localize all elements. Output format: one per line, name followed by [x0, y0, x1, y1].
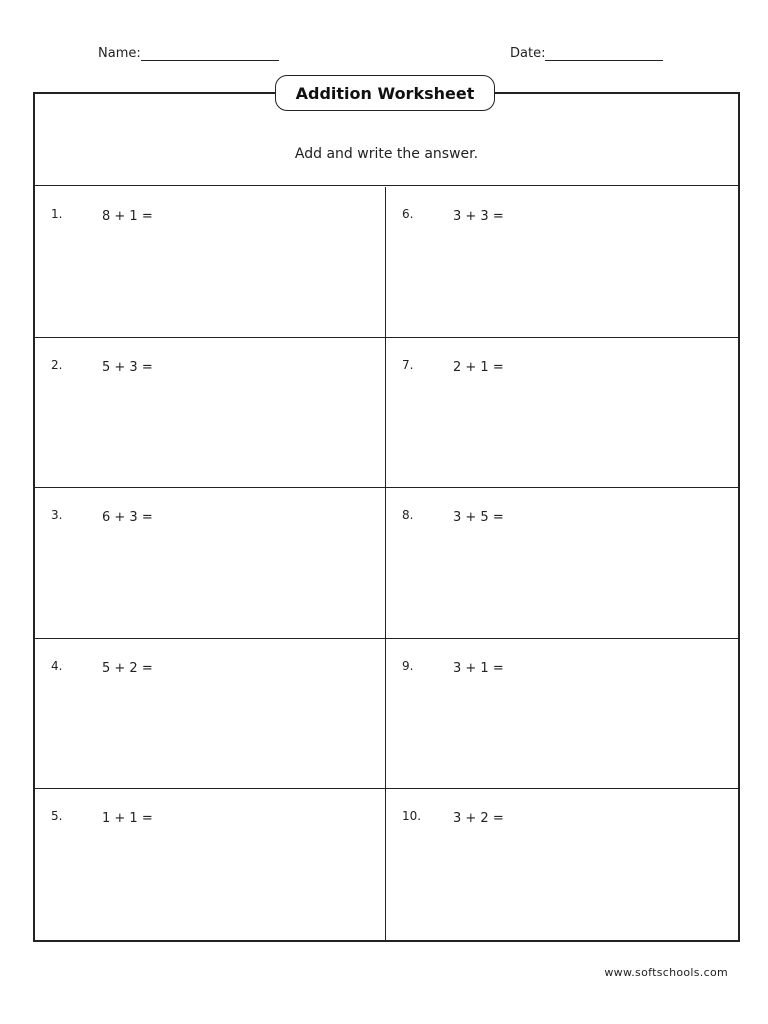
- problem-number: 7.: [402, 357, 414, 372]
- problem-grid: [35, 187, 738, 940]
- problem-expression: 3 + 5 =: [453, 510, 504, 526]
- problem-expression: 3 + 1 =: [453, 660, 504, 676]
- problem-expression: 6 + 3 =: [102, 510, 153, 526]
- problem-expression: 3 + 3 =: [453, 209, 504, 224]
- worksheet-frame: [33, 92, 740, 942]
- problem-expression: 3 + 2 =: [453, 811, 504, 827]
- problem-cell: [386, 187, 738, 338]
- problem-number: 6.: [402, 207, 414, 221]
- problem-number: 8.: [402, 508, 414, 523]
- problem-number: 5.: [51, 809, 63, 824]
- problem-number: 9.: [402, 658, 414, 673]
- name-blank-line: [141, 46, 279, 61]
- problem-cell: [35, 187, 386, 338]
- problem-cell: [35, 488, 386, 639]
- problem-expression: 5 + 3 =: [102, 359, 153, 375]
- problem-cell: [386, 338, 738, 489]
- problem-cell: [386, 488, 738, 639]
- problem-number: 2.: [51, 357, 63, 372]
- problem-expression: 2 + 1 =: [453, 359, 504, 375]
- problem-expression: 5 + 2 =: [102, 660, 153, 676]
- problem-cell: [35, 338, 386, 489]
- problem-number: 3.: [51, 508, 63, 523]
- footer-url: www.softschools.com: [604, 966, 728, 979]
- name-label: Name:: [98, 46, 141, 61]
- problem-cell: [386, 639, 738, 790]
- problem-number: 10.: [402, 809, 422, 824]
- problem-cell: [386, 789, 738, 940]
- problem-cell: [35, 639, 386, 790]
- worksheet-title: Addition Worksheet: [275, 75, 495, 111]
- problem-number: 1.: [51, 207, 63, 221]
- date-blank-line: [545, 46, 663, 61]
- problem-cell: [35, 789, 386, 940]
- problem-number: 4.: [51, 658, 63, 673]
- instruction-text: Add and write the answer.: [35, 94, 738, 186]
- problem-expression: 8 + 1 =: [102, 209, 153, 224]
- problem-expression: 1 + 1 =: [102, 811, 153, 827]
- date-field: [510, 46, 663, 61]
- date-label: Date:: [510, 46, 546, 61]
- name-field: [98, 46, 279, 61]
